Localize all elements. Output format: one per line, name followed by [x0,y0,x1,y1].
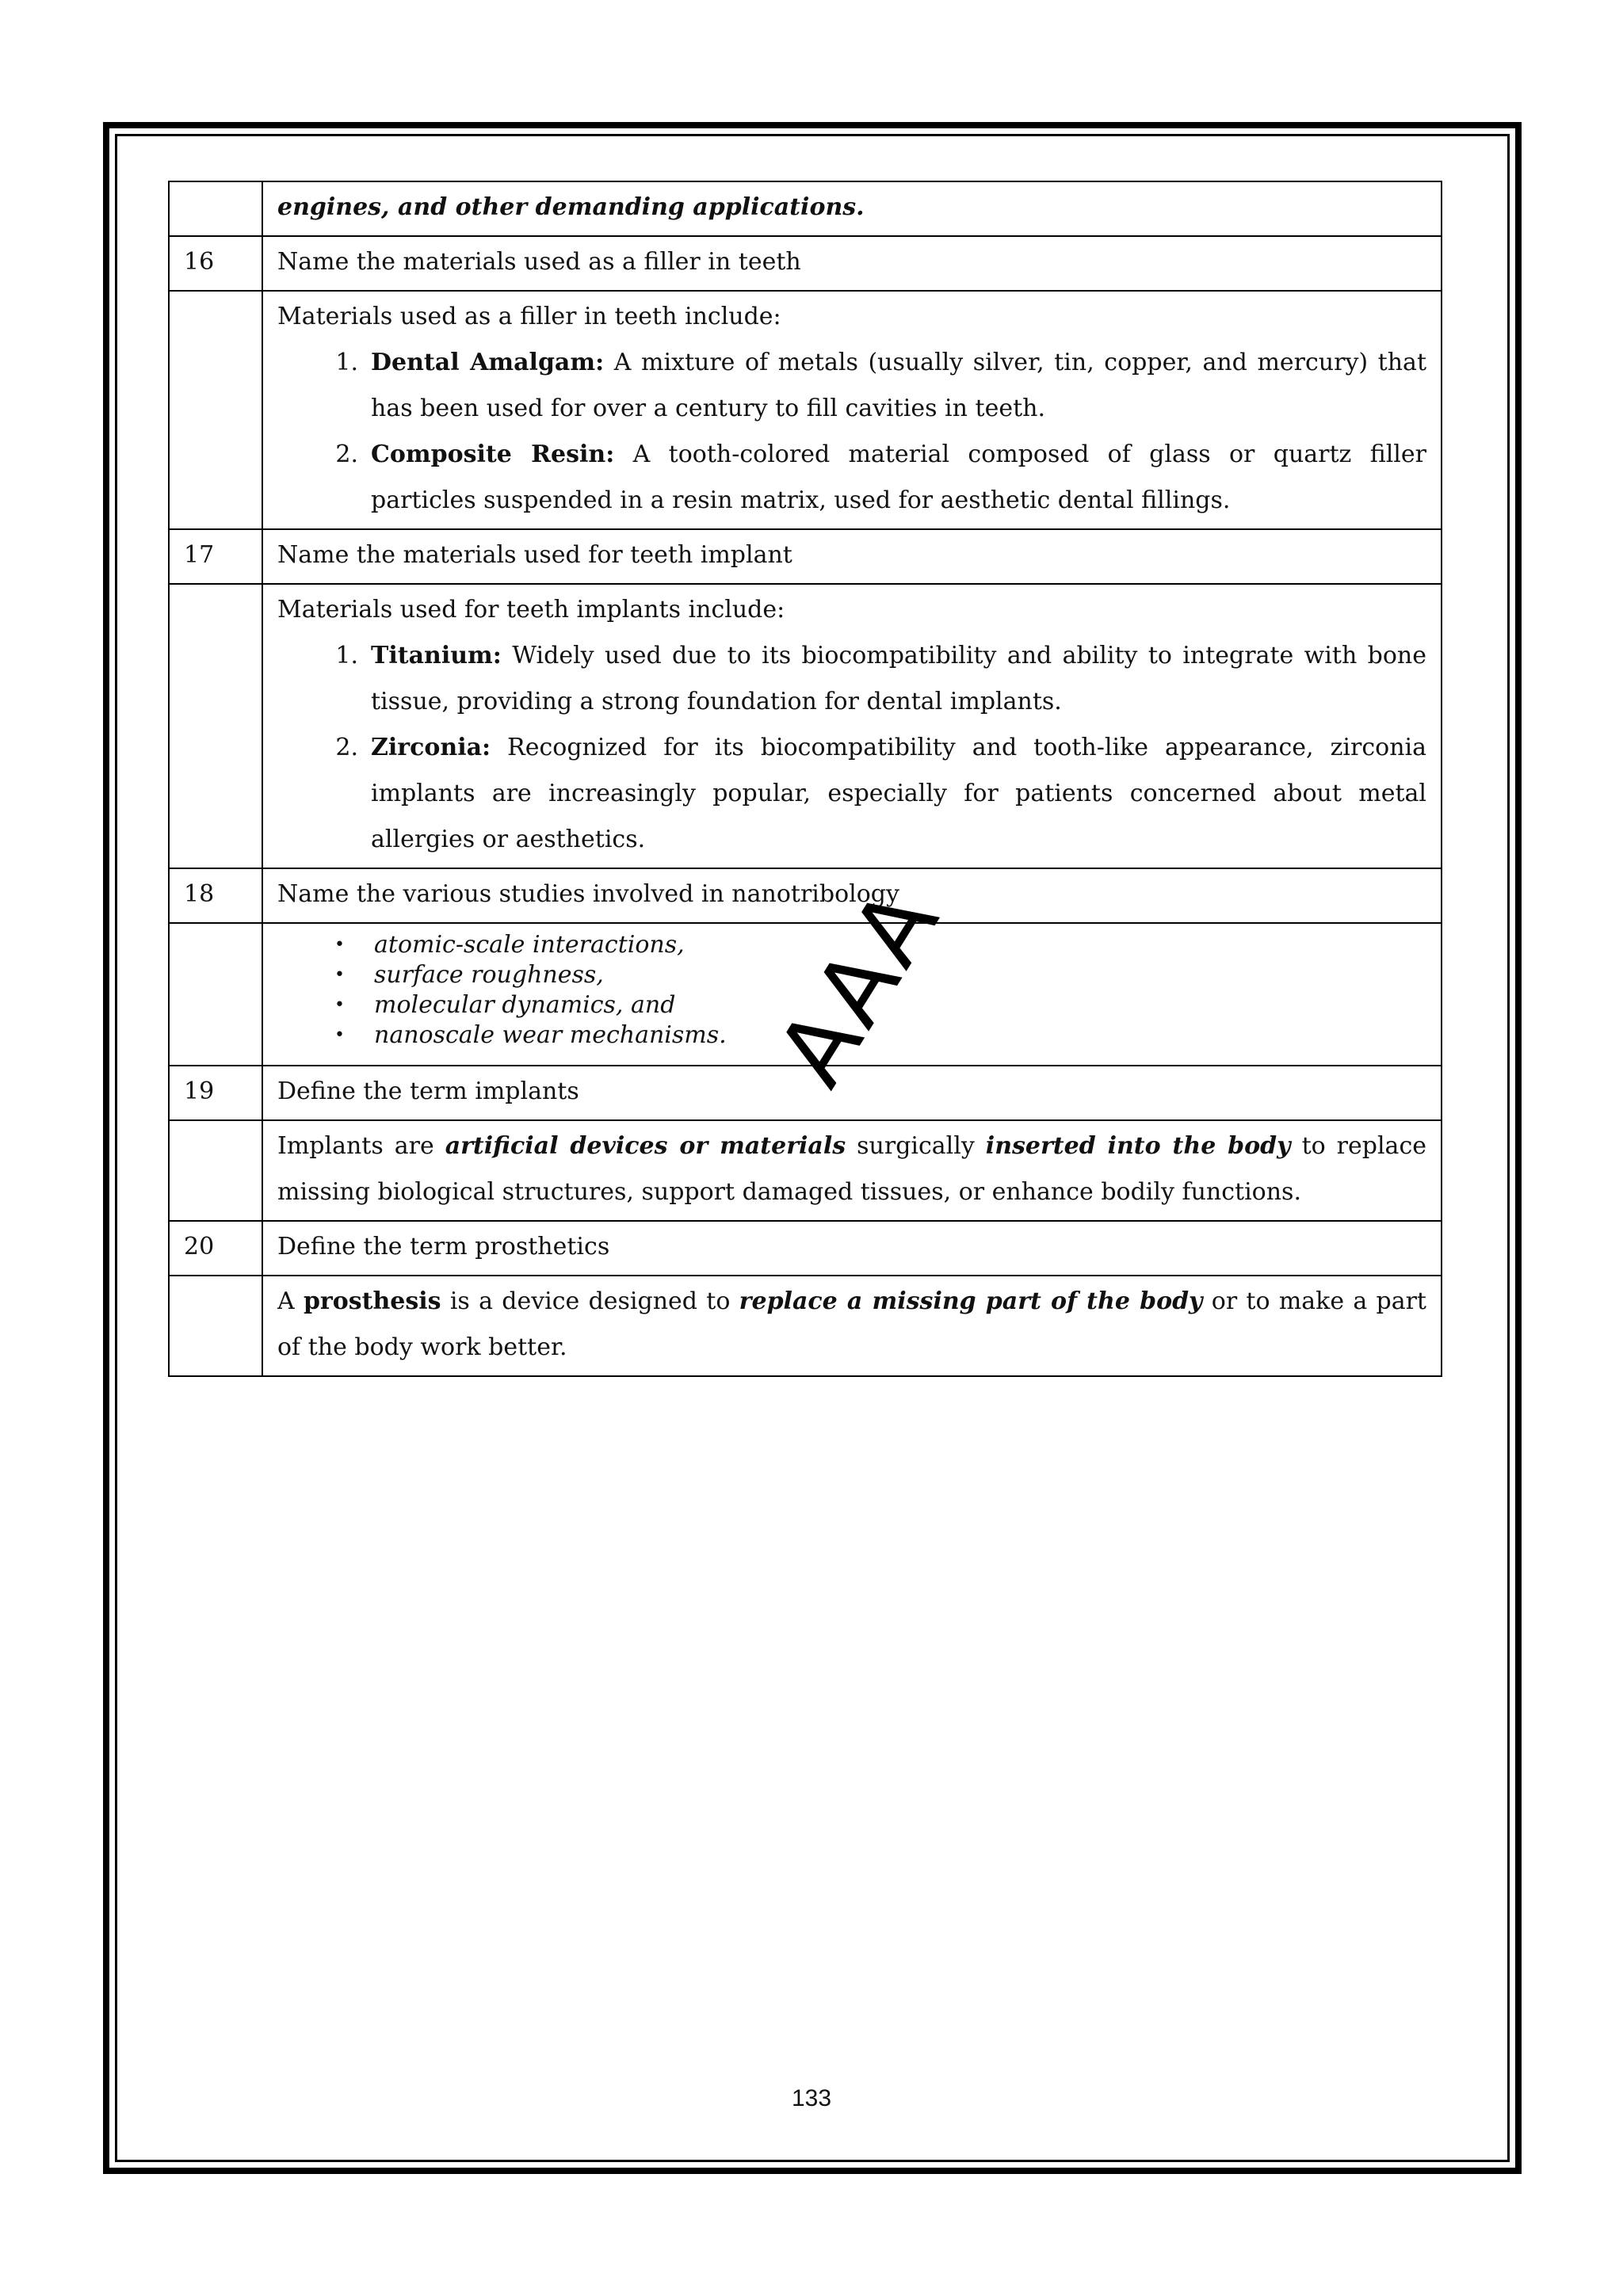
row-number: 16 [169,236,262,291]
row-number [169,181,262,236]
table-row [169,291,1442,529]
numbered-list [277,633,1426,863]
answer-cell: A prosthesis is a device designed to replace a missing part of the body or to make a part of the body work better. [262,1276,1442,1376]
table-row [169,1221,1442,1276]
question-cell: Define the term prosthetics [262,1221,1442,1276]
list-text: Widely used due to its biocompatibility and ability to integrate with bone tissue, providing a strong foundation for dental implants. [371,642,1426,715]
list-item: • molecular dynamics, and [334,991,676,1019]
list-item [277,432,1426,524]
answer-intro: Materials used as a filler in teeth include: [277,303,781,330]
page-number: 133 [791,2085,832,2111]
numbered-list [277,340,1426,524]
list-term: Dental Amalgam: [371,349,605,376]
qa-table [168,181,1442,1377]
question-cell: Define the term implants [262,1066,1442,1120]
list-number: 1. [335,349,358,376]
row-number [169,923,262,1066]
list-item: • nanoscale wear mechanisms. [334,1021,727,1049]
list-number: 1. [335,642,358,669]
list-term: Zirconia: [371,734,491,761]
table-row [169,584,1442,868]
table-row [169,181,1442,236]
question-cell: Name the materials used for teeth implant [262,529,1442,584]
answer-cell: Implants are artificial devices or materials surgically inserted into the body to replace missing biological structures, support damaged tissues, or enhance bodily functions. [262,1120,1442,1221]
answer-cell [262,584,1442,868]
list-text: A tooth-colored material composed of glass or quartz filler particles suspended in a resin matrix, used for aesthetic dental fillings. [371,441,1426,514]
table-row [169,236,1442,291]
list-term: Composite Resin: [371,441,615,468]
table-row [169,1120,1442,1221]
question-cell: Name the various studies involved in nanotribology [262,868,1442,923]
table-row [169,868,1442,923]
row-number: 17 [169,529,262,584]
row-number [169,584,262,868]
list-text: A mixture of metals (usually silver, tin, copper, and mercury) that has been used for over a century to fill cavities in teeth. [371,349,1427,422]
list-item: • atomic-scale interactions, [334,931,685,959]
answer-intro: Materials used for teeth implants include: [277,596,785,624]
answer-cell [262,181,1442,236]
bullet-icon: • [334,935,345,955]
list-item [277,633,1426,725]
question-cell: Name the materials used as a filler in teeth [262,236,1442,291]
list-item: • surface roughness, [334,961,604,989]
bullet-icon: • [334,965,345,985]
row-number [169,1276,262,1376]
row-number [169,1120,262,1221]
row-number: 19 [169,1066,262,1120]
watermark: AAA [757,868,962,1104]
table-row [169,1276,1442,1376]
answer-text: engines, and other demanding applications. [277,193,865,221]
row-number [169,291,262,529]
list-item [277,725,1426,863]
bullet-icon: • [334,1025,345,1045]
list-number: 2. [335,734,358,761]
row-number: 18 [169,868,262,923]
list-item [277,340,1426,432]
bullet-icon: • [334,995,345,1015]
list-term: Titanium: [371,642,502,669]
row-number: 20 [169,1221,262,1276]
answer-cell [262,291,1442,529]
table-row [169,529,1442,584]
list-number: 2. [335,441,358,468]
list-text: Recognized for its biocompatibility and tooth-like appearance, zirconia implants are increasingly popular, especially for patients concerned about metal allergies or aesthetics. [371,734,1426,853]
